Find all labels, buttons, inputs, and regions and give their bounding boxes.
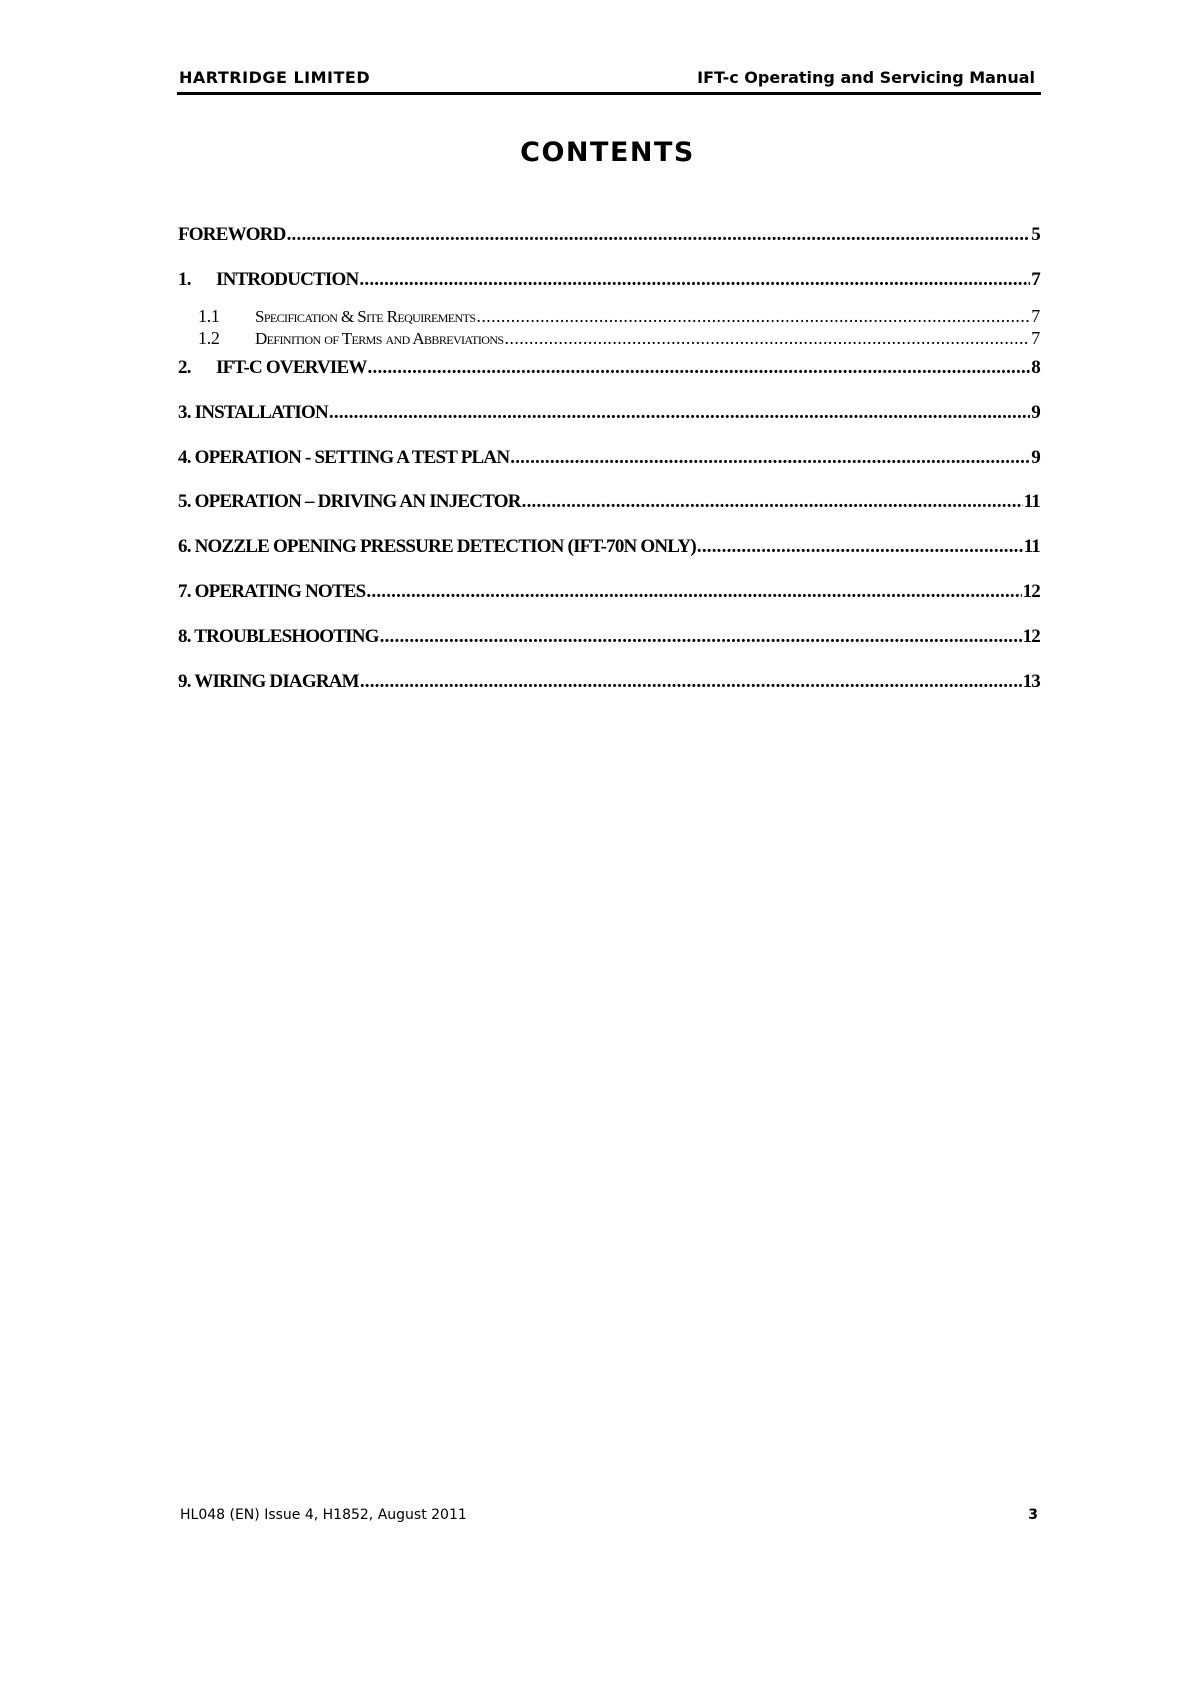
toc-entry-label: 8. TROUBLESHOOTING <box>178 626 379 647</box>
contents-title: CONTENTS <box>520 137 695 168</box>
toc-entry-label: Specification & Site Requirements <box>255 307 476 326</box>
toc-entry-number: 1.1 <box>198 306 220 326</box>
toc-subentry-specification[interactable] <box>178 306 1040 327</box>
toc-dot-leader <box>510 447 1030 469</box>
toc-entry-label: IFT-C OVERVIEW <box>216 357 367 378</box>
toc-entry-page: 9 <box>1031 447 1040 468</box>
toc-entry-overview[interactable] <box>178 357 1040 379</box>
toc-entry-foreword[interactable] <box>178 224 1040 246</box>
footer-page-number: 3 <box>1028 1507 1038 1523</box>
page-header <box>177 66 1041 95</box>
toc-entry-label: 3. INSTALLATION <box>178 402 328 423</box>
toc-dot-leader <box>368 357 1031 379</box>
toc-entry-page: 11 <box>1023 536 1040 557</box>
toc-entry-wiring-diagram[interactable] <box>178 671 1040 693</box>
toc-entry-page: 9 <box>1031 402 1040 423</box>
header-company: HARTRIDGE LIMITED <box>179 68 371 87</box>
footer-document-ref: HL048 (EN) Issue 4, H1852, August 2011 <box>180 1507 467 1523</box>
toc-entry-page: 7 <box>1031 306 1040 326</box>
toc-entry-page: 12 <box>1022 626 1040 647</box>
toc-entry-page: 8 <box>1031 357 1040 378</box>
toc-dot-leader <box>287 224 1031 246</box>
toc-entry-page: 12 <box>1022 581 1040 602</box>
toc-entry-operating-notes[interactable] <box>178 581 1040 603</box>
toc-dot-leader <box>360 671 1022 693</box>
toc-entry-nozzle-detection[interactable] <box>178 536 1040 558</box>
toc-dot-leader <box>476 306 1030 327</box>
toc-entry-installation[interactable] <box>178 402 1040 424</box>
toc-entry-page: 7 <box>1031 328 1040 348</box>
header-manual-title: IFT-c Operating and Servicing Manual <box>697 68 1035 87</box>
toc-dot-leader <box>522 491 1023 513</box>
toc-entry-number: 1. <box>178 269 191 290</box>
toc-dot-leader <box>505 328 1031 349</box>
toc-entry-label: FOREWORD <box>178 224 286 245</box>
toc-entry-operation-test-plan[interactable] <box>178 447 1040 469</box>
toc-entry-label: 6. NOZZLE OPENING PRESSURE DETECTION (IFT-70N ONLY) <box>178 536 696 557</box>
toc-entry-page: 13 <box>1022 671 1040 692</box>
toc-entry-label: 4. OPERATION - SETTING A TEST PLAN <box>178 447 510 468</box>
toc-entry-operation-driving[interactable] <box>178 491 1040 513</box>
toc-entry-label: 5. OPERATION – DRIVING AN INJECTOR <box>178 491 521 512</box>
toc-dot-leader <box>366 581 1021 603</box>
toc-dot-leader <box>697 536 1023 558</box>
toc-entry-label: 9. WIRING DIAGRAM <box>178 671 359 692</box>
toc-entry-label: Definition of Terms and Abbreviations <box>255 329 504 348</box>
toc-dot-leader <box>380 626 1022 648</box>
toc-subentry-definitions[interactable] <box>178 328 1040 349</box>
toc-entry-page: 7 <box>1031 269 1040 290</box>
toc-dot-leader <box>359 269 1030 291</box>
toc-dot-leader <box>329 402 1030 424</box>
toc-entry-page: 5 <box>1031 224 1040 245</box>
toc-entry-number: 1.2 <box>198 328 220 348</box>
toc-entry-page: 11 <box>1023 491 1040 512</box>
toc-entry-label: INTRODUCTION <box>216 269 359 290</box>
toc-entry-number: 2. <box>178 357 191 378</box>
toc-entry-introduction[interactable] <box>178 269 1040 291</box>
toc-entry-label: 7. OPERATING NOTES <box>178 581 366 602</box>
toc-entry-troubleshooting[interactable] <box>178 626 1040 648</box>
